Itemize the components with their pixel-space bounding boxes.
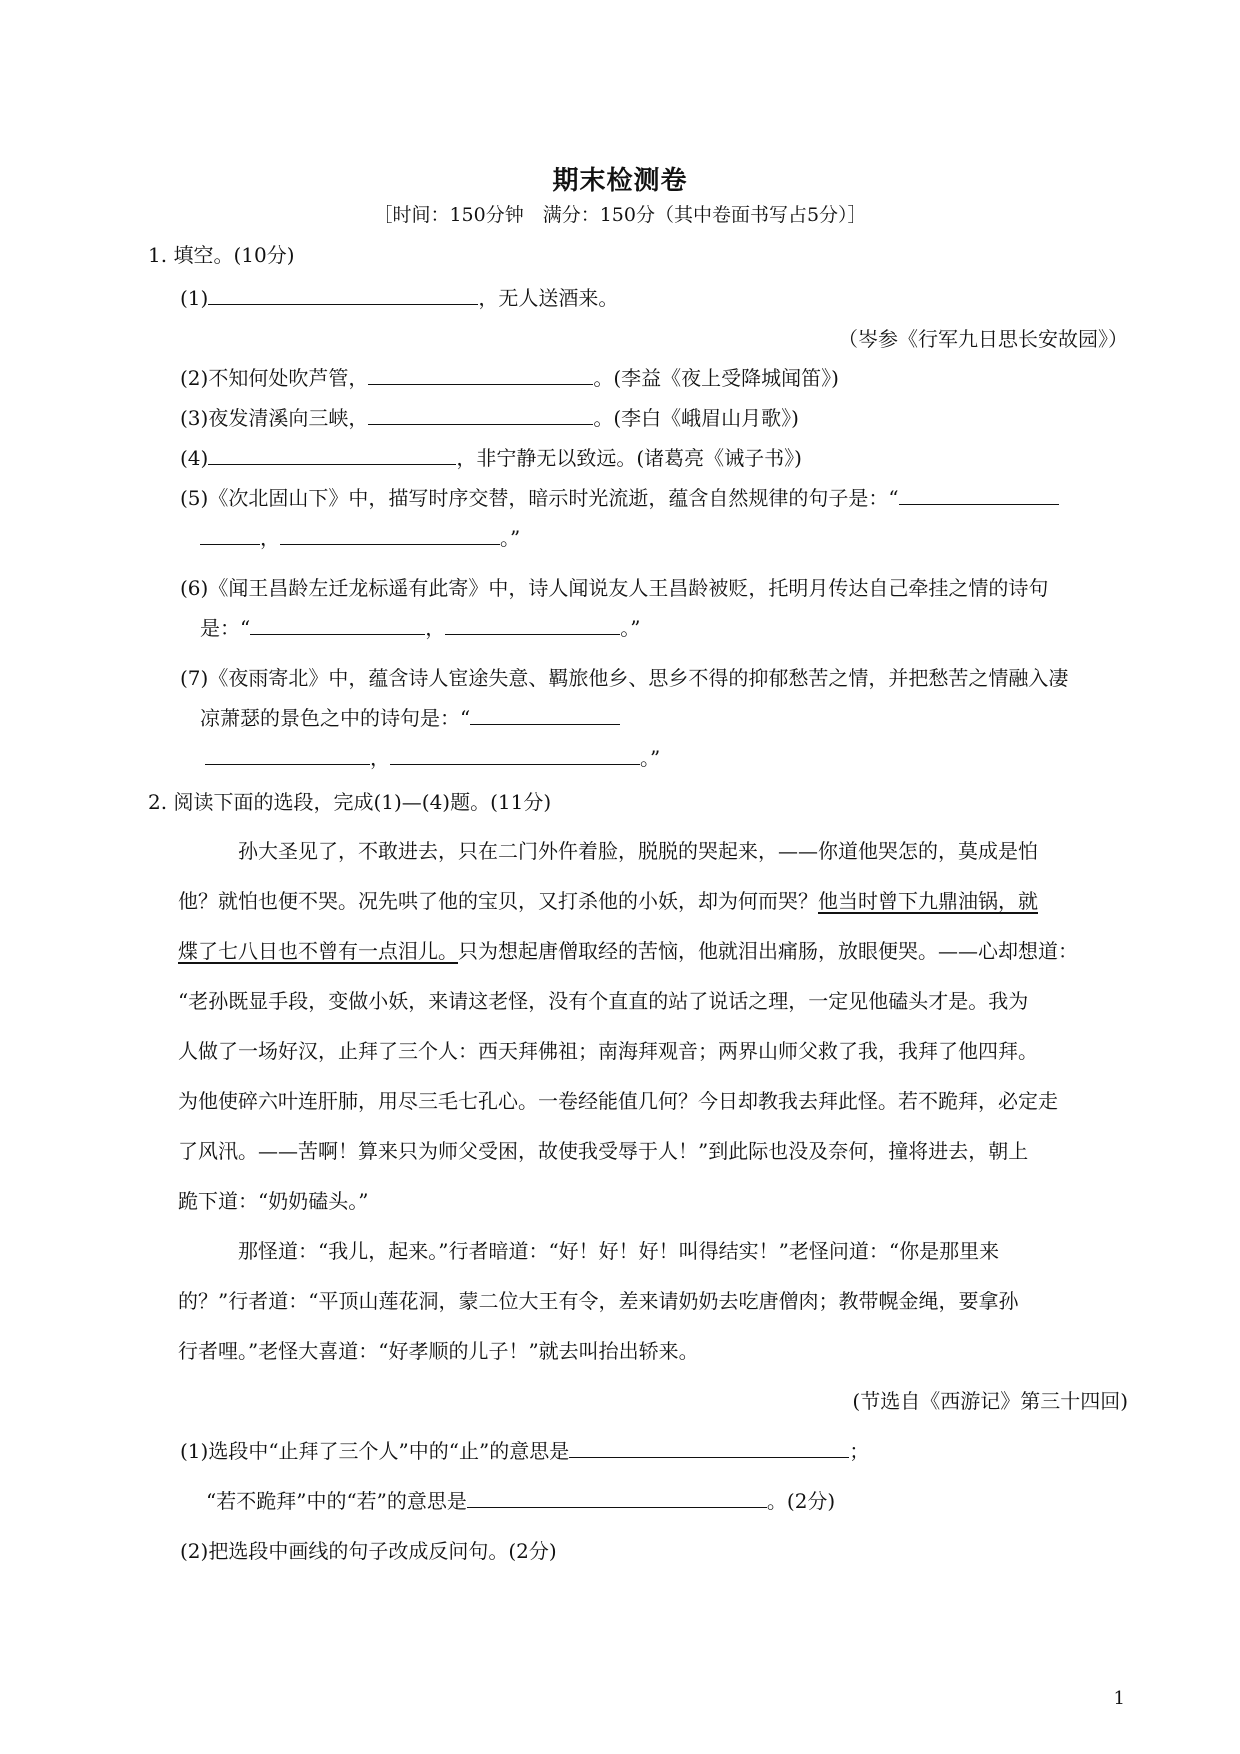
answer-blank[interactable] — [445, 614, 620, 635]
answer-blank[interactable] — [250, 614, 425, 635]
passage-line: 跪下道：“奶奶磕头。” — [178, 1189, 369, 1213]
question-1-heading: 1. 填空。(10分) — [148, 243, 295, 267]
passage-line: 那怪道：“我儿，起来。”行者暗道：“好！好！好！叫得结实！”老怪问道：“你是那里来 — [238, 1239, 1000, 1263]
q1-item-1-source: （岑参《行军九日思长安故园》） — [838, 327, 1128, 351]
q1-item-5: (5)《次北固山下》中，描写时序交替，暗示时光流逝，蕴含自然规律的句子是：“ — [180, 483, 1059, 513]
q1-item-6-cont: 是：“ ， 。” — [200, 616, 641, 640]
passage-source: (节选自《西游记》第三十四回) — [852, 1389, 1128, 1413]
passage-line: 煠了七八日也不曾有一点泪儿。只为想起唐僧取经的苦恼，他就泪出痛肠，放眼便哭。——心却想道： — [178, 939, 1078, 963]
answer-blank[interactable] — [280, 524, 500, 545]
q1-item-7-cont: 凉萧瑟的景色之中的诗句是：“ — [200, 703, 620, 733]
q1-item-4: (4) ，非宁静无以致远。(诸葛亮《诫子书》) — [180, 446, 802, 470]
q1-item-2: (2)不知何处吹芦管， 。(李益《夜上受降城闻笛》) — [180, 366, 839, 390]
answer-blank[interactable] — [470, 704, 620, 725]
q1-item-7-cont2: ， 。” — [205, 743, 660, 773]
page-title: 期末检测卷 — [552, 166, 688, 196]
passage-line: 行者哩。”老怪大喜道：“好孝顺的儿子！”就去叫抬出轿来。 — [178, 1339, 699, 1363]
answer-blank[interactable] — [390, 744, 640, 765]
q1-item-7: (7)《夜雨寄北》中，蕴含诗人宦途失意、羁旅他乡、思乡不得的抑郁愁苦之情，并把愁苦之情融入凄 — [180, 666, 1069, 690]
q2-sub-2: (2)把选段中画线的句子改成反问句。(2分) — [180, 1539, 557, 1563]
q1-item-1: (1) ，无人送酒来。 — [180, 286, 619, 310]
answer-blank[interactable] — [569, 1437, 849, 1458]
passage-line: 他？就怕也便不哭。况先哄了他的宝贝，又打杀他的小妖，却为何而哭？他当时曾下九鼎油锅，就 — [178, 889, 1038, 913]
underlined-sentence: 煠了七八日也不曾有一点泪儿。 — [178, 939, 458, 963]
question-2-heading: 2. 阅读下面的选段，完成(1)—(4)题。(11分) — [148, 790, 552, 814]
passage-line: 为他使碎六叶连肝肺，用尽三毛七孔心。一卷经能值几何？今日却教我去拜此怪。若不跪拜，必定走 — [178, 1089, 1058, 1113]
q1-item-5-cont: ， 。” — [200, 523, 520, 553]
passage-line: 了风汛。——苦啊！算来只为师父受困，故使我受辱于人！”到此际也没及奈何，撞将进去，朝上 — [178, 1139, 1029, 1163]
passage-line: “老孙既显手段，变做小妖，来请这老怪，没有个直直的站了说话之理，一定见他磕头才是。我为 — [178, 989, 1029, 1013]
q2-sub-1: (1)选段中“止拜了三个人”中的“止”的意思是 ； — [180, 1439, 870, 1463]
answer-blank[interactable] — [368, 364, 593, 385]
exam-info: ［时间：150分钟 满分：150分（其中卷面书写占5分）］ — [373, 204, 867, 226]
answer-blank[interactable] — [208, 284, 478, 305]
answer-blank[interactable] — [200, 524, 260, 545]
passage-line: 孙大圣见了，不敢进去，只在二门外仵着脸，脱脱的哭起来，——你道他哭怎的，莫成是怕 — [238, 839, 1038, 863]
page-number: 1 — [1113, 1688, 1125, 1709]
answer-blank[interactable] — [205, 744, 370, 765]
answer-blank[interactable] — [467, 1487, 767, 1508]
q1-item-6: (6)《闻王昌龄左迁龙标遥有此寄》中，诗人闻说友人王昌龄被贬，托明月传达自己牵挂之情的诗句 — [180, 576, 1049, 600]
answer-blank[interactable] — [899, 484, 1059, 505]
q1-item-3: (3)夜发清溪向三峡， 。(李白《峨眉山月歌》) — [180, 406, 799, 430]
passage-line: 的？”行者道：“平顶山莲花洞，蒙二位大王有令，差来请奶奶去吃唐僧肉；教带幌金绳，要拿孙 — [178, 1289, 1019, 1313]
answer-blank[interactable] — [368, 404, 593, 425]
q2-sub-1-cont: “若不跪拜”中的“若”的意思是 。(2分) — [206, 1489, 836, 1513]
answer-blank[interactable] — [208, 444, 456, 465]
passage-line: 人做了一场好汉，止拜了三个人：西天拜佛祖；南海拜观音；两界山师父救了我，我拜了他四拜。 — [178, 1039, 1038, 1063]
underlined-sentence: 他当时曾下九鼎油锅，就 — [818, 889, 1038, 913]
